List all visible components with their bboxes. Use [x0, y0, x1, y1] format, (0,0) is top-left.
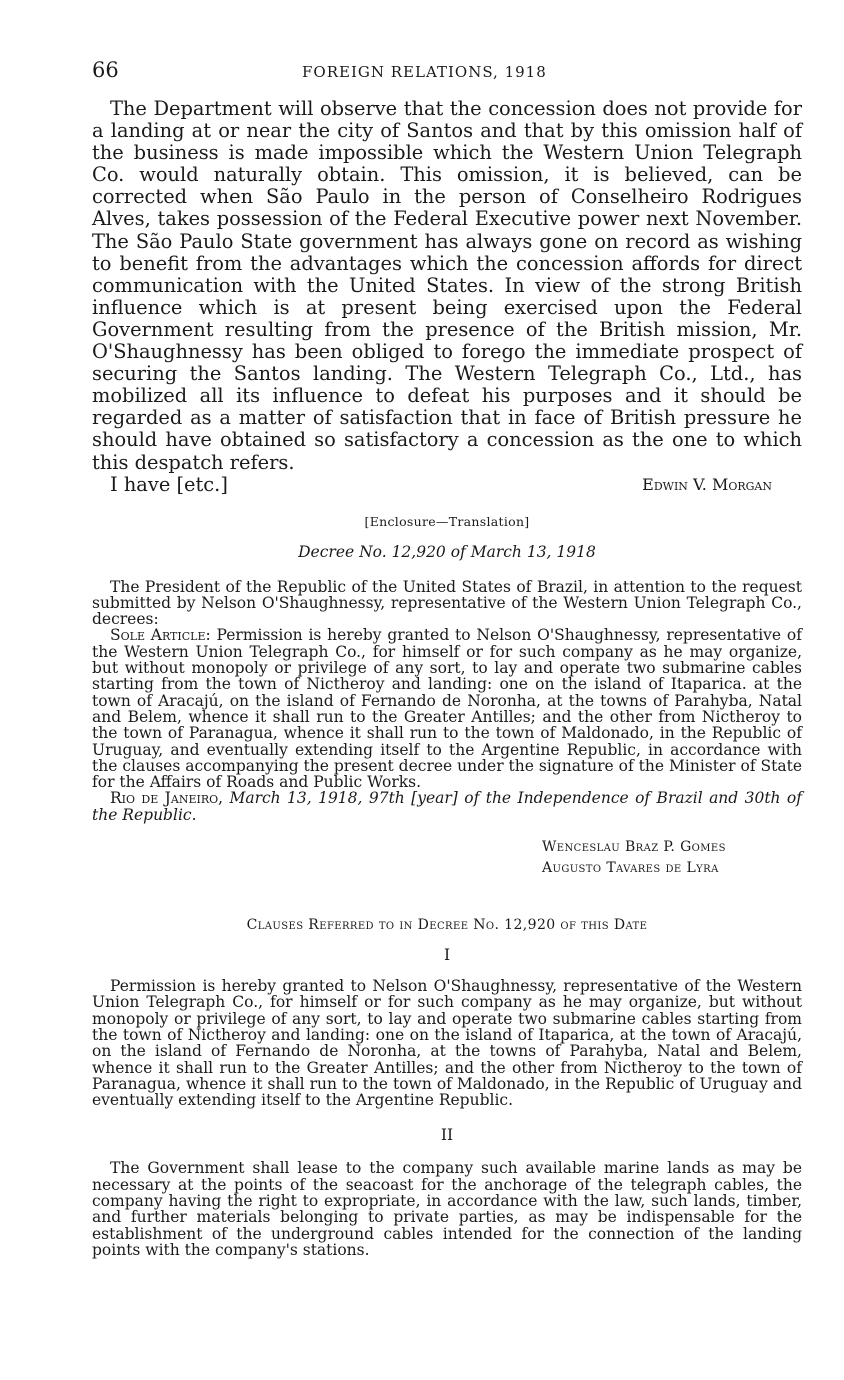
- clause-text-2: The Government shall lease to the company such available marine lands as may be necessary at the points of the seacoast for the anchorage of the telegraph cables, the company having the right to expropriate, in accordance with the law, such lands, timber, and further materials belonging to private parties, as may be indispensable for the establishment of the underground cables intended for the connection of the landing points with the company's stations.: [92, 1159, 802, 1259]
- letter-closing-line: [92, 474, 802, 496]
- page-header: [92, 58, 802, 88]
- clause-numeral-1: I: [443, 946, 451, 965]
- page-number: 66: [92, 58, 119, 82]
- signatory-minister: Augusto Tavares de Lyra: [542, 860, 719, 877]
- decree-date-line: March 13, 1918, 97th [year] of the Independence of Brazil and 30th of the Republic.: [92, 789, 802, 824]
- decree-title: Decree No. 12,920 of March 13, 1918: [298, 542, 596, 561]
- sole-article-label: Sole Article:: [110, 626, 211, 645]
- decree-signatures: [542, 837, 802, 879]
- letter-closing: I have [etc.]: [110, 472, 228, 496]
- enclosure-label: [Enclosure—Translation]: [364, 513, 530, 529]
- clause-numeral-2: II: [440, 1126, 454, 1145]
- clauses-title: Clauses Referred to in Decree No. 12,920 of this Date: [246, 917, 648, 934]
- decree-intro: The President of the Republic of the United States of Brazil, in attention to the request submitted by Nelson O'Shaughnessy, representative of the Western Union Telegraph Co., decrees:: [92, 577, 802, 629]
- signatory-president: Wenceslau Braz P. Gomes: [542, 839, 726, 856]
- running-title: FOREIGN RELATIONS, 1918: [302, 63, 547, 81]
- letter-paragraph: The Department will observe that the concession does not provide for a landing at or near the city of Santos and that by this omission half of the business is made impossible which the Western Union Telegraph Co. would naturally obtain. This omission, it is believed, can be corrected when São Paulo in the person of Conselheiro Rodrigues Alves, takes possession of the Federal Executive power next November. The São Paulo State government has always gone on record as wishing to benefit from the advantages which the concession affords for direct communication with the United States. In view of the strong British influence which is at present being exercised upon the Federal Government resulting from the presence of the British mission, Mr. O'Shaughnessy has been obliged to forego the immediate prospect of securing the Santos landing. The Western Telegraph Co., Ltd., has mobilized all its influence to defeat his purposes and it should be regarded as a matter of satisfaction that in face of British pressure he should have obtained so satisfactory a concession as the one to which this despatch refers.: [92, 97, 802, 474]
- decree-date: [92, 790, 802, 823]
- decree-place: Rio de Janeiro,: [110, 789, 224, 808]
- sole-article-text: Permission is hereby granted to Nelson O'Shaughnessy, representative of the Western Union Telegraph Co., for himself or for such company as he may organize, but without monopoly or privilege of any sort, to lay and operate two submarine cables starting from the town of Nictheroy and landing: one on the island of Itaparica. at the town of Aracajú, on the island of Fernando de Noronha, at the towns of Parahyba, Natal and Belem, whence it shall run to the Greater Antilles; and the other from Nictheroy to the town of Paranagua, whence it shall run to the town of Maldonado, in the Republic of Uruguay, and eventually extending itself to the Argentine Republic, in accordance with the clauses accompanying the present decree under the signature of the Minister of State for the Affairs of Roads and Public Works.: [92, 626, 802, 792]
- page: [92, 58, 802, 1258]
- clause-text-1: Permission is hereby granted to Nelson O'Shaughnessy, representative of the Western Union Telegraph Co., for himself or for such company as he may organize, but without monopoly or privilege of any sort, to lay and operate two submarine cables starting from the town of Nictheroy and landing: one on the island of Itaparica, at the town of Aracajú, on the island of Fernando de Noronha, at the towns of Parahyba, Natal and Belem, whence it shall run to the Greater Antilles; and the other from Nictheroy to the town of Paranagua, whence it shall run to the town of Maldonado, in the Republic of Uruguay and eventually extending itself to the Argentine Republic.: [92, 977, 802, 1110]
- sole-article: [92, 627, 802, 790]
- letter-signature: Edwin V. Morgan: [642, 474, 772, 494]
